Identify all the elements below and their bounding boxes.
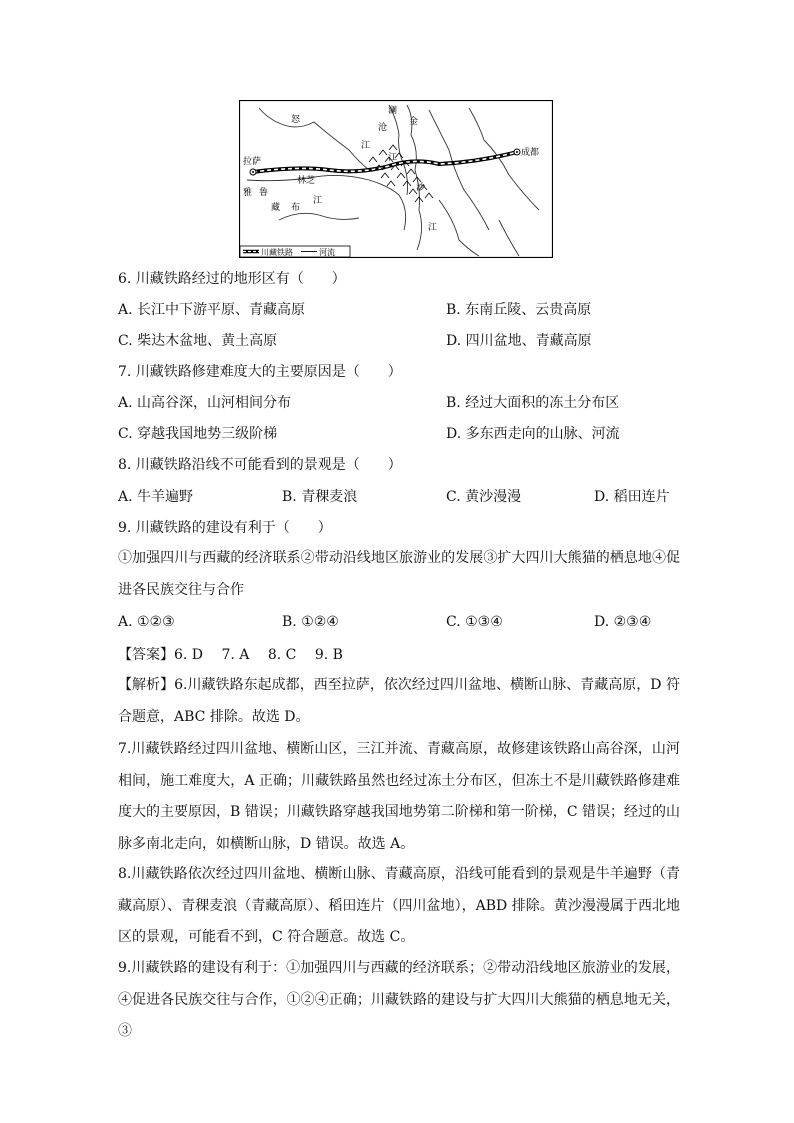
railway-map bbox=[239, 100, 553, 258]
q8-option-b: B. 青稞麦浪 bbox=[282, 489, 358, 505]
label-jin: 金 bbox=[409, 117, 419, 127]
label-bu: 布 bbox=[291, 203, 301, 213]
analysis-p7: 7.川藏铁路经过四川盆地、横断山区，三江并流、青藏高原，故修建该铁路山高谷深，山河相间，施工难度大，A 正确；川藏铁路虽然也经过冻土分布区，但冻土不是川藏铁路修建难度大的主要原因，B 错误；川藏铁路穿越我国地势第二阶梯和第一阶梯，C 错误；经过的山脉多南北走向，如横断山脉，D 错误。故选 A。 bbox=[118, 741, 680, 852]
answer-line bbox=[118, 645, 343, 665]
q8-option-a: A. 牛羊遍野 bbox=[118, 489, 194, 505]
label-zang: 藏 bbox=[271, 203, 281, 213]
label-lancang-jiang: 江 bbox=[388, 153, 398, 163]
q9-option-b: B. ①②④ bbox=[282, 614, 339, 630]
analysis-p6 bbox=[118, 670, 680, 733]
q8-stem: 8. 川藏铁路沿线不可能看到的景观是（ ） bbox=[118, 457, 402, 473]
label-nu-jiang: 江 bbox=[361, 141, 371, 151]
label-nu: 怒 bbox=[291, 115, 301, 125]
label-sha: 沙 bbox=[416, 183, 426, 193]
q7-option-d: D. 多东西走向的山脉、河流 bbox=[446, 426, 620, 442]
answer-text: 6. D 7. A 8. C 9. B bbox=[174, 647, 343, 663]
q9-option-d: D. ②③④ bbox=[594, 614, 652, 630]
analysis-p8: 8.川藏铁路依次经过四川盆地、横断山脉、青藏高原，沿线可能看到的景观是牛羊遍野（青藏高原）、青稞麦浪（青藏高原）、稻田连片（四川盆地），ABD 排除。黄沙漫漫属于西北地区的景观，可能看不到，C 符合题意。故选 C。 bbox=[118, 866, 680, 945]
q9-option-a: A. ①②③ bbox=[118, 614, 175, 630]
map-legend bbox=[240, 246, 350, 257]
q7-option-a: A. 山高谷深，山河相间分布 bbox=[118, 395, 292, 411]
q8-option-d: D. 稻田连片 bbox=[594, 489, 670, 505]
q9-stem: 9. 川藏铁路的建设有利于（ ） bbox=[118, 520, 332, 536]
analysis-p6-text: 6.川藏铁路东起成都，西至拉萨，依次经过四川盆地、横断山脉、青藏高原，D 符合题意，ABC 排除。故选 D。 bbox=[118, 677, 681, 725]
q6-option-d: D. 四川盆地、青藏高原 bbox=[446, 333, 592, 349]
label-ya: 雅 bbox=[243, 188, 253, 198]
legend-river: 河流 bbox=[319, 248, 335, 257]
label-jinsha-jiang: 江 bbox=[428, 223, 438, 233]
q7-option-b: B. 经过大面积的冻土分布区 bbox=[446, 395, 620, 411]
q6-option-b: B. 东南丘陵、云贵高原 bbox=[446, 302, 592, 318]
label-nyingchi: 林芝 bbox=[297, 176, 316, 186]
label-lu: 鲁 bbox=[259, 188, 269, 198]
q6-option-a: A. 长江中下游平原、青藏高原 bbox=[118, 302, 306, 318]
q7-stem: 7. 川藏铁路修建难度大的主要原因是（ ） bbox=[118, 364, 402, 380]
q6-option-c: C. 柴达木盆地、黄土高原 bbox=[118, 333, 278, 349]
label-lan: 澜 bbox=[388, 106, 398, 116]
answer-label: 【答案】 bbox=[118, 647, 174, 663]
legend-rail: 川藏铁路 bbox=[261, 248, 293, 257]
analysis-p9: 9.川藏铁路的建设有利于：①加强四川与西藏的经济联系；②带动沿线地区旅游业的发展，④促进各民族交往与合作，①②④正确；川藏铁路的建设与扩大四川大熊猫的栖息地无关，③ bbox=[118, 960, 680, 1039]
q6-stem: 6. 川藏铁路经过的地形区有（ ） bbox=[118, 271, 346, 287]
map-frame bbox=[240, 101, 553, 258]
q9-option-c: C. ①③④ bbox=[446, 614, 503, 630]
q8-option-c: C. 黄沙漫漫 bbox=[446, 489, 522, 505]
q9-items: ①加强四川与西藏的经济联系②带动沿线地区旅游业的发展③扩大四川大熊猫的栖息地④促进各民族交往与合作 bbox=[118, 550, 680, 598]
label-cang: 沧 bbox=[378, 123, 388, 133]
label-lhasa: 拉萨 bbox=[243, 157, 262, 167]
label-chengdu: 成都 bbox=[521, 148, 540, 158]
q7-option-c: C. 穿越我国地势三级阶梯 bbox=[118, 426, 278, 442]
label-yarlung-jiang: 江 bbox=[313, 196, 323, 206]
analysis-label: 【解析】 bbox=[118, 677, 175, 693]
